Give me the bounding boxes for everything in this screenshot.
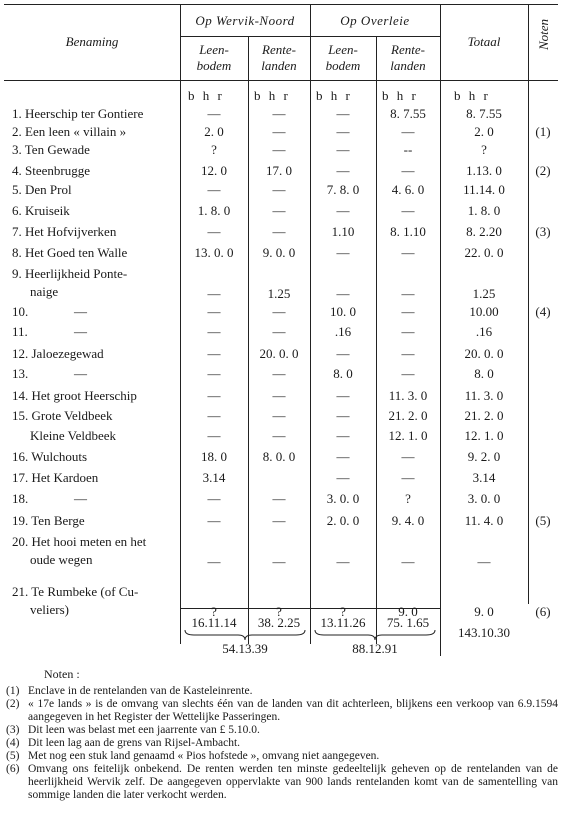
cell-c4: — — [401, 346, 415, 361]
cell-c2: — — [272, 106, 286, 121]
cell-c1: — — [207, 182, 221, 197]
cell-tot: 11. 3. 0 — [464, 388, 504, 403]
sum-wervik-noord: 54.13.39 — [222, 641, 268, 656]
cell-c1: 3.14 — [202, 470, 226, 485]
cell-c3: — — [336, 554, 350, 569]
footnote — [6, 685, 558, 698]
cell-c1: — — [207, 324, 221, 339]
cell-tot: 8. 0 — [474, 366, 494, 381]
row-note-ref: (4) — [535, 304, 551, 319]
footnote-number: (2) — [6, 698, 20, 710]
cell-c4: 4. 6. 0 — [391, 182, 425, 197]
cell-c1: — — [207, 408, 221, 423]
cell-c1: 13. 0. 0 — [194, 245, 234, 260]
cell-c3: 2. 0. 0 — [326, 513, 360, 528]
footnote-number: (4) — [6, 737, 20, 749]
cell-c3: — — [336, 106, 350, 121]
cell-tot: 1.13. 0 — [466, 163, 502, 178]
row-name: 14. Het groot Heerschip — [12, 388, 137, 403]
row-name-continued: — — [74, 324, 87, 339]
note-list — [6, 685, 558, 802]
footnote-text: Dit leen was belast met een jaarrente van £ 5.10.0. — [28, 724, 260, 736]
row-note-ref: (3) — [535, 224, 551, 239]
header-rentelanden-1: Rente- landen — [261, 42, 297, 73]
cell-tot: 11.14. 0 — [463, 182, 505, 197]
cell-c2: — — [272, 491, 286, 506]
cell-c4: 11. 3. 0 — [388, 388, 428, 403]
cell-c1: — — [207, 428, 221, 443]
cell-c2: 9. 0. 0 — [262, 245, 296, 260]
row-name: 1. Heerschip ter Gontiere — [12, 106, 144, 121]
row-name-continued: — — [74, 304, 87, 319]
footnote — [6, 763, 558, 802]
header-rentelanden-2: Rente- landen — [390, 42, 426, 73]
cell-c4: — — [401, 245, 415, 260]
cell-tot: 11. 4. 0 — [464, 513, 504, 528]
cell-c4: — — [401, 554, 415, 569]
cell-c4: — — [401, 304, 415, 319]
cell-c2: — — [272, 388, 286, 403]
cell-c1: — — [207, 513, 221, 528]
footnote-text: Omvang ons feitelijk onbekend. De renten werden ten minste gedeeltelijk geheven op de rentelanden van de heerlijkheid Wervik zelf. De aangegeven oppervlakte van 900 lands rentelanden komt van de samentelling van sommige landen die later verkocht werden. — [28, 763, 558, 801]
cell-c3: 1.10 — [331, 224, 355, 239]
cell-c3: — — [336, 388, 350, 403]
cell-c2: — — [272, 513, 286, 528]
row-name: 7. Het Hofvijverken — [12, 224, 117, 239]
footnote-text: Dit leen lag aan de grens van Rijsel-Ambacht. — [28, 737, 241, 749]
cell-c4: 8. 1.10 — [390, 224, 426, 239]
cell-c3: 3. 0. 0 — [326, 491, 360, 506]
row-name: 15. Grote Veldbeek — [12, 408, 113, 423]
cell-c3: — — [336, 245, 350, 260]
cell-tot: 8. 2.20 — [466, 224, 502, 239]
cell-c4: — — [401, 203, 415, 218]
property-table — [4, 4, 558, 656]
cell-c2: ? — [276, 604, 282, 619]
row-name: 3. Ten Gewade — [12, 142, 90, 157]
row-name: 21. Te Rumbeke (of Cu- — [12, 584, 139, 599]
grand-total: 143.10.30 — [458, 625, 510, 640]
cell-c1: — — [207, 388, 221, 403]
row-name-continued: oude wegen — [30, 552, 93, 567]
cell-c3: 7. 8. 0 — [326, 182, 360, 197]
row-name: 9. Heerlijkheid Ponte- — [12, 266, 128, 281]
footnote-text: Met nog een stuk land genaamd « Pios hofstede », omvang niet aangegeven. — [28, 750, 380, 762]
cell-c4: 21. 2. 0 — [388, 408, 428, 423]
footnote-number: (6) — [6, 763, 20, 775]
row-note-ref: (6) — [535, 604, 551, 619]
row-name: 6. Kruiseik — [12, 203, 70, 218]
cell-c4: 9. 4. 0 — [391, 513, 425, 528]
footnote-number: (1) — [6, 685, 20, 697]
cell-c3: .16 — [334, 324, 352, 339]
header-wervik-noord: Op Wervik-Noord — [195, 13, 295, 28]
cell-c1: 12. 0 — [201, 163, 227, 178]
cell-c1: 1. 8. 0 — [197, 203, 231, 218]
header-overleie: Op Overleie — [340, 13, 410, 28]
row-name-continued: — — [74, 491, 87, 506]
cell-c1: — — [207, 304, 221, 319]
cell-c1: — — [207, 554, 221, 569]
cell-c2: 20. 0. 0 — [259, 346, 299, 361]
cell-c4: — — [401, 470, 415, 485]
cell-c4: — — [401, 324, 415, 339]
cell-c3: — — [336, 203, 350, 218]
units-5: b h r — [454, 88, 488, 103]
units-3: b h r — [316, 88, 350, 103]
cell-tot: 3.14 — [472, 470, 496, 485]
header-totaal: Totaal — [467, 34, 501, 49]
units-4: b h r — [382, 88, 416, 103]
top-rule — [4, 4, 558, 5]
row-name-continued: — — [74, 366, 87, 381]
units-1: b h r — [188, 88, 222, 103]
cell-tot: 21. 2. 0 — [464, 408, 504, 423]
cell-c3: — — [336, 449, 350, 464]
cell-c4: 9. 0 — [398, 604, 418, 619]
cell-c3: — — [336, 408, 350, 423]
cell-c4: — — [401, 286, 415, 301]
total-rentelanden-wervik: 38. 2.25 — [257, 615, 301, 630]
cell-c3: — — [336, 124, 350, 139]
cell-c3: — — [336, 470, 350, 485]
cell-c1: ? — [211, 604, 217, 619]
cell-c2: — — [272, 203, 286, 218]
cell-tot: 2. 0 — [474, 124, 494, 139]
cell-c4: — — [401, 124, 415, 139]
cell-c2: — — [272, 304, 286, 319]
cell-tot: ? — [481, 142, 487, 157]
total-leenbodem-overleie: 13.11.26 — [320, 615, 366, 630]
footnote-text: « 17e lands » is de omvang van slechts één van de landen van dit achterleen, blijkens een verkoop van 6.9.1594 aangegeven in het Register der Wettelijke Passeringen. — [28, 698, 558, 723]
row-name: 18. — [12, 491, 29, 506]
cell-c3: ? — [340, 604, 346, 619]
cell-c4: — — [401, 449, 415, 464]
header-bottom-rule — [4, 80, 558, 81]
cell-c2: — — [272, 366, 286, 381]
header-leenbodem-1: Leen- bodem — [196, 42, 232, 73]
cell-c2: — — [272, 124, 286, 139]
footnote — [6, 724, 558, 737]
total-rentelanden-overleie: 75. 1.65 — [386, 615, 430, 630]
cell-tot: 1. 8. 0 — [467, 203, 501, 218]
sum-overleie: 88.12.91 — [352, 641, 398, 656]
cell-c2: — — [272, 182, 286, 197]
cell-tot: 8. 7.55 — [466, 106, 502, 121]
row-name: 10. — [12, 304, 29, 319]
row-note-ref: (5) — [535, 513, 551, 528]
brace-wervik — [184, 629, 306, 641]
cell-c2: — — [272, 428, 286, 443]
row-name: 4. Steenbrugge — [12, 163, 90, 178]
row-note-ref: (2) — [535, 163, 551, 178]
header-noten: Noten — [536, 18, 551, 50]
cell-tot: 9. 0 — [474, 604, 494, 619]
header-leenbodem-2: Leen- bodem — [325, 42, 361, 73]
cell-tot: 3. 0. 0 — [467, 491, 501, 506]
row-name: 19. Ten Berge — [12, 513, 85, 528]
cell-c1: — — [207, 106, 221, 121]
row-name: 5. Den Prol — [12, 182, 72, 197]
footnote-number: (5) — [6, 750, 20, 762]
footnote-text: Enclave in de rentelanden van de Kasteleinrente. — [28, 685, 253, 697]
cell-c2: — — [272, 408, 286, 423]
cell-c2: — — [272, 224, 286, 239]
header-benaming: Benaming — [65, 34, 119, 49]
cell-c1: — — [207, 366, 221, 381]
units-2: b h r — [254, 88, 288, 103]
row-name: 16. Wulchouts — [12, 449, 88, 464]
row-name-continued: naige — [30, 284, 59, 299]
total-leenbodem-wervik: 16.11.14 — [191, 615, 237, 630]
brace-overleie — [314, 629, 436, 641]
cell-c4: 12. 1. 0 — [388, 428, 428, 443]
row-name: 2. Een leen « villain » — [12, 124, 127, 139]
cell-c2: 17. 0 — [266, 163, 292, 178]
cell-c3: — — [336, 163, 350, 178]
cell-c1: — — [207, 286, 221, 301]
cell-c2: 1.25 — [267, 286, 291, 301]
row-name-continued: veliers) — [30, 602, 69, 617]
cell-c3: — — [336, 286, 350, 301]
cell-c2: 8. 0. 0 — [262, 449, 296, 464]
cell-tot: 1.25 — [472, 286, 496, 301]
cell-c1: — — [207, 346, 221, 361]
footnote-number: (3) — [6, 724, 20, 736]
row-name: 12. Jaloezegewad — [12, 346, 104, 361]
cell-c3: — — [336, 142, 350, 157]
footnotes — [6, 668, 558, 802]
cell-c2: — — [272, 142, 286, 157]
footnote — [6, 698, 558, 724]
cell-c1: — — [207, 491, 221, 506]
cell-tot: 12. 1. 0 — [464, 428, 504, 443]
cell-c3: 8. 0 — [333, 366, 353, 381]
cell-tot: 10.00 — [469, 304, 499, 319]
cell-c3: 10. 0 — [330, 304, 356, 319]
row-note-ref: (1) — [535, 124, 551, 139]
cell-c4: — — [401, 163, 415, 178]
cell-c1: ? — [211, 142, 217, 157]
footnote — [6, 737, 558, 750]
cell-c1: — — [207, 224, 221, 239]
cell-c4: ? — [405, 491, 411, 506]
cell-c4: — — [401, 366, 415, 381]
row-name: 13. — [12, 366, 29, 381]
cell-c4: 8. 7.55 — [390, 106, 426, 121]
cell-tot: 20. 0. 0 — [464, 346, 504, 361]
cell-c4: -- — [403, 142, 413, 157]
cell-c3: — — [336, 346, 350, 361]
row-name: 11. — [12, 324, 28, 339]
cell-c2: — — [272, 324, 286, 339]
cell-tot: .16 — [475, 324, 493, 339]
row-name: 20. Het hooi meten en het — [12, 534, 147, 549]
cell-c1: 2. 0 — [204, 124, 224, 139]
row-name: Kleine Veldbeek — [30, 428, 117, 443]
row-name: 17. Het Kardoen — [12, 470, 99, 485]
row-name: 8. Het Goed ten Walle — [12, 245, 128, 260]
cell-tot: 9. 2. 0 — [467, 449, 501, 464]
cell-tot: — — [477, 554, 491, 569]
notes-title: Noten : — [44, 667, 80, 681]
cell-c2: — — [272, 554, 286, 569]
cell-tot: 22. 0. 0 — [464, 245, 504, 260]
cell-c1: 18. 0 — [201, 449, 227, 464]
footnote — [6, 750, 558, 763]
cell-c3: — — [336, 428, 350, 443]
